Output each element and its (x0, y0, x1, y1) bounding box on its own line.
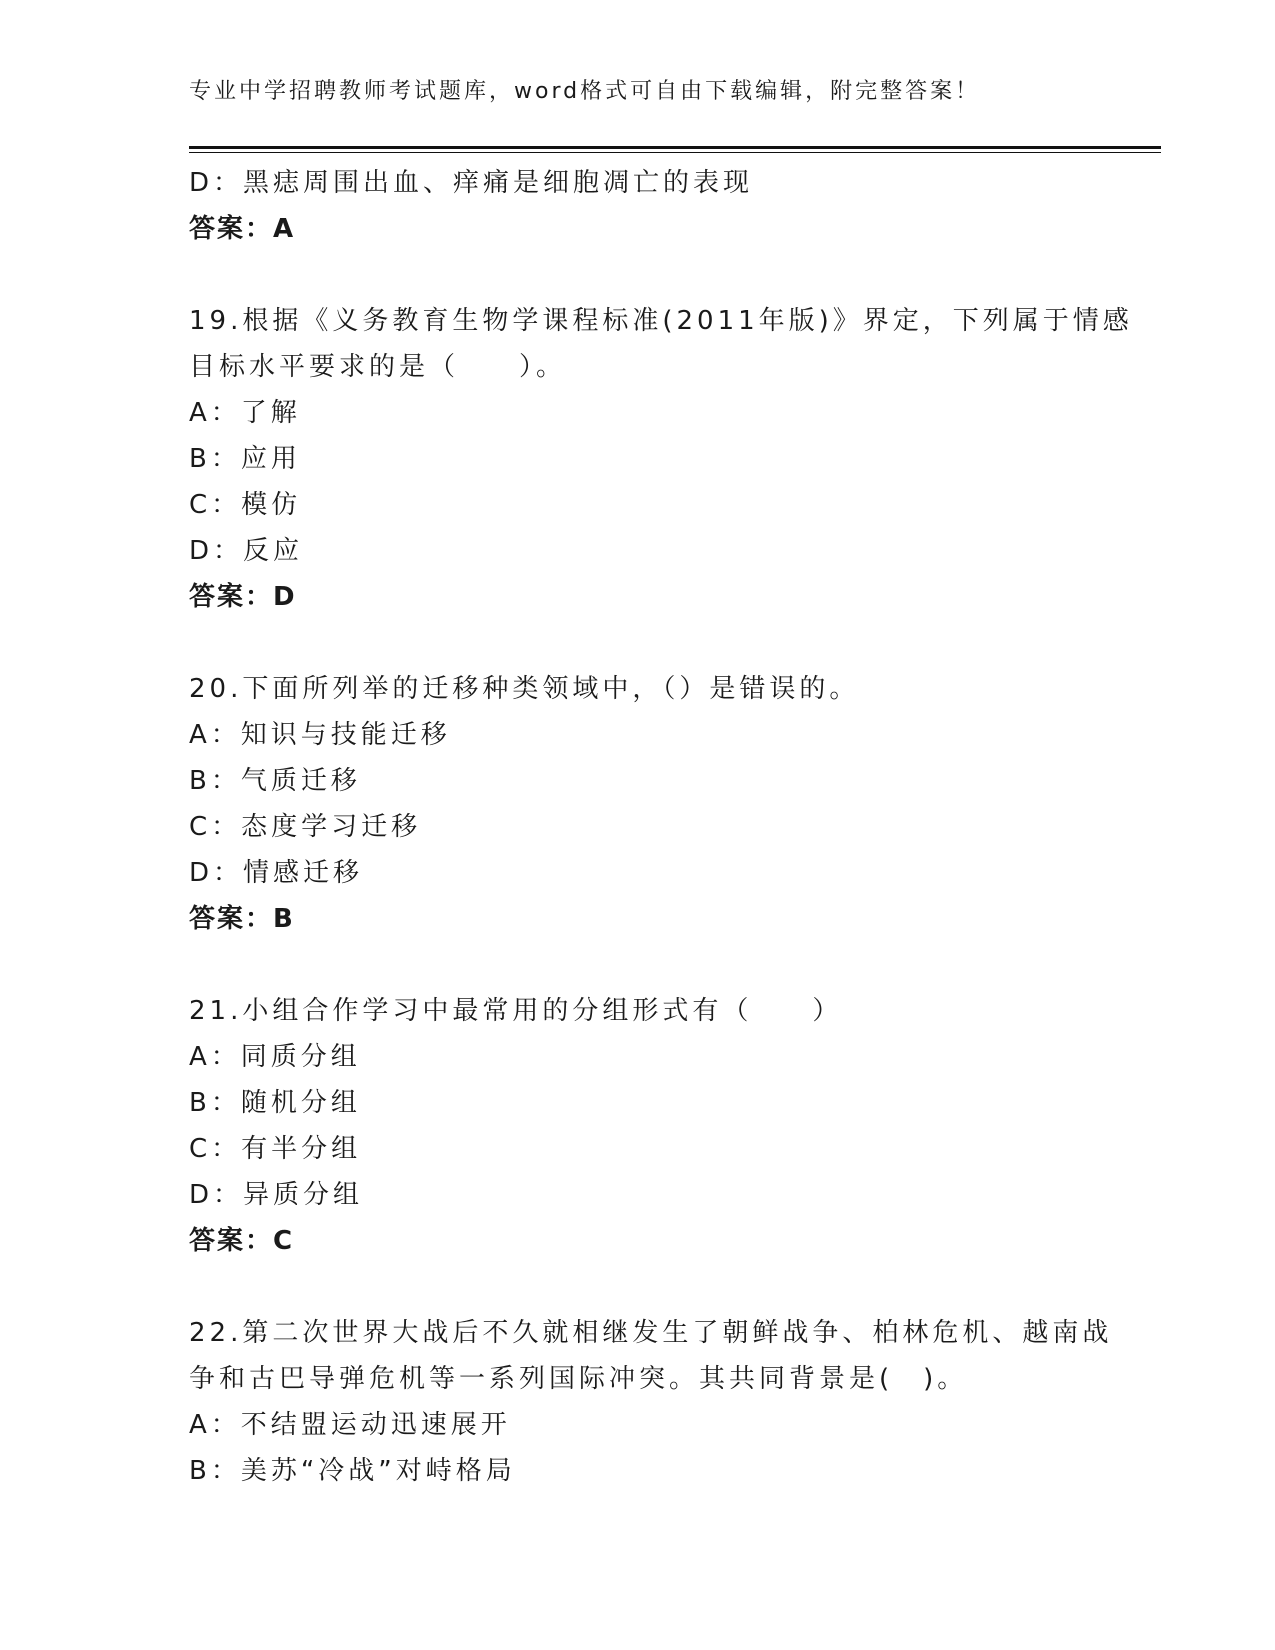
option-b: B：气质迁移 (189, 766, 361, 796)
header-divider-thin (189, 152, 1161, 153)
question-22 (189, 1310, 1119, 1494)
option-d: D：情感迁移 (189, 858, 364, 888)
header-divider-thick (189, 146, 1161, 149)
option-b: B：美苏“冷战”对峙格局 (189, 1456, 516, 1486)
option-a: A：不结盟运动迅速展开 (189, 1410, 511, 1440)
question-21 (189, 988, 1119, 1264)
answer: 答案：C (189, 1226, 295, 1256)
option-a: A：知识与技能迁移 (189, 720, 451, 750)
prev-option-d: D：黑痣周围出血、痒痛是细胞凋亡的表现 (189, 168, 754, 198)
question-list (189, 160, 1133, 1494)
option-a: A：同质分组 (189, 1042, 361, 1072)
question-19 (189, 298, 1133, 620)
page-header: 专业中学招聘教师考试题库，word格式可自由下载编辑，附完整答案！ (189, 79, 981, 104)
question-stem: 19.根据《义务教育生物学课程标准(2011年版)》界定，下列属于情感 (189, 306, 1133, 336)
option-a: A：了解 (189, 398, 301, 428)
prev-answer: 答案：A (189, 214, 296, 244)
spacer (189, 942, 1119, 988)
question-stem-continued: 目标水平要求的是（ ）。 (189, 352, 567, 382)
answer: 答案：B (189, 904, 295, 934)
option-c: C：模仿 (189, 490, 302, 520)
question-20 (189, 666, 1119, 942)
option-c: C：有半分组 (189, 1134, 362, 1164)
option-d: D：异质分组 (189, 1180, 364, 1210)
spacer (189, 252, 1119, 298)
option-d: D：反应 (189, 536, 304, 566)
question-stem: 20.下面所列举的迁移种类领域中，（）是错误的。 (189, 674, 860, 704)
spacer (189, 1264, 1119, 1310)
option-b: B：随机分组 (189, 1088, 361, 1118)
option-c: C：态度学习迁移 (189, 812, 422, 842)
question-stem: 21.小组合作学习中最常用的分组形式有（ ） (189, 996, 843, 1026)
question-stem-continued: 争和古巴导弹危机等一系列国际冲突。其共同背景是( )。 (189, 1364, 968, 1394)
spacer (189, 620, 1119, 666)
answer: 答案：D (189, 582, 297, 612)
question-stem: 22.第二次世界大战后不久就相继发生了朝鲜战争、柏林危机、越南战 (189, 1318, 1113, 1348)
option-b: B：应用 (189, 444, 301, 474)
